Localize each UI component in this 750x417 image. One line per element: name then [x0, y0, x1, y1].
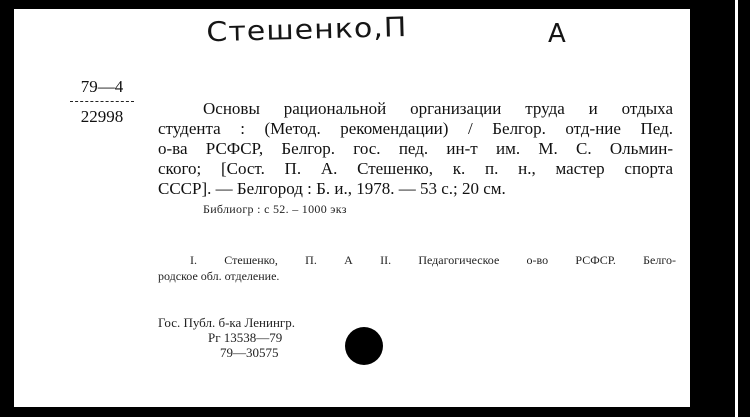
- shelf-mark: [66, 77, 138, 127]
- card-edge-strip: [735, 0, 738, 417]
- shelf-mark-top: 79—4: [80, 77, 124, 96]
- shelf-mark-bottom: 22998: [80, 107, 124, 126]
- handwritten-author: Стешенко,П: [206, 11, 408, 49]
- main-text-line: Основы рациональной организации труда и отдыха: [203, 99, 673, 118]
- handwritten-letter: А: [548, 19, 566, 49]
- shelf-mark-divider: [70, 101, 134, 102]
- tracing-entries: [158, 252, 676, 284]
- main-text-line: о-ва РСФСР, Белгор. гос. пед. ин-т им. М. С. Ольмин-: [158, 139, 673, 158]
- main-description: [158, 99, 673, 199]
- main-text-line: СССР]. — Белгород : Б. и., 1978. — 53 с.; 20 см.: [158, 179, 506, 198]
- stamp-line: 79—30575: [220, 345, 279, 360]
- punch-hole: [345, 327, 383, 365]
- library-stamp: [158, 315, 295, 360]
- tracing-line: родское обл. отделение.: [158, 269, 280, 283]
- main-text-line: студента : (Метод. рекомендации) / Белгор. отд-ние Пед.: [158, 119, 673, 138]
- stamp-line: Рг 13538—79: [208, 330, 283, 345]
- main-text-line: ского; [Сост. П. А. Стешенко, к. п. н., мастер спорта: [158, 159, 673, 178]
- stamp-line: Гос. Публ. б-ка Ленингр.: [158, 315, 295, 330]
- bibliography-note: Библиогр : с 52. – 1000 экз: [203, 202, 347, 216]
- tracing-line: I. Стешенко, П. А II. Педагогическое о-во РСФСР. Белго-: [190, 253, 676, 267]
